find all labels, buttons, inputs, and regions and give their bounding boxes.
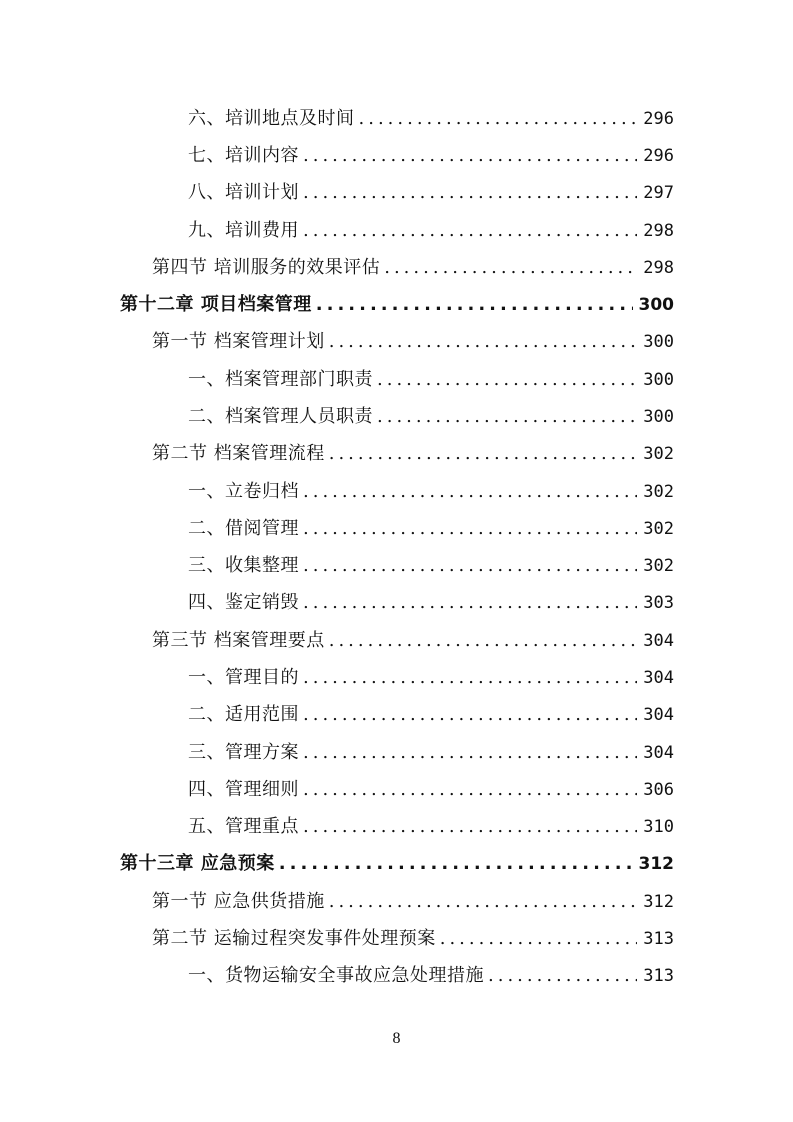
dot-leader bbox=[303, 551, 637, 581]
toc-section-entry[interactable] bbox=[152, 253, 674, 283]
toc-chapter-entry[interactable] bbox=[120, 290, 674, 320]
toc-entry-title: 第四节 培训服务的效果评估 bbox=[152, 257, 381, 278]
toc-entry[interactable] bbox=[188, 216, 674, 246]
dot-leader bbox=[329, 887, 638, 917]
toc-entry[interactable] bbox=[188, 700, 674, 730]
toc-entry-title: 六、培训地点及时间 bbox=[188, 108, 355, 129]
dot-leader bbox=[359, 104, 638, 134]
dot-leader bbox=[384, 253, 637, 283]
toc-entry[interactable] bbox=[188, 812, 674, 842]
toc-entry-title: 一、货物运输安全事故应急处理措施 bbox=[188, 965, 484, 986]
toc-entry-title: 二、借阅管理 bbox=[188, 518, 299, 539]
dot-leader bbox=[329, 327, 638, 357]
toc-entry-page: 300 bbox=[643, 407, 674, 427]
toc-entry-title: 第十三章 应急预案 bbox=[120, 853, 275, 874]
toc-entry-page: 304 bbox=[643, 705, 674, 725]
toc-entry[interactable] bbox=[188, 961, 674, 991]
toc-entry-title: 四、鉴定销毁 bbox=[188, 592, 299, 613]
toc-entry-title: 二、适用范围 bbox=[188, 704, 299, 725]
toc-entry-page: 297 bbox=[643, 183, 674, 203]
toc-entry[interactable] bbox=[188, 178, 674, 208]
dot-leader bbox=[303, 588, 637, 618]
toc-entry[interactable] bbox=[188, 402, 674, 432]
toc-entry[interactable] bbox=[188, 588, 674, 618]
toc-entry-title: 二、档案管理人员职责 bbox=[188, 406, 373, 427]
toc-entry[interactable] bbox=[188, 141, 674, 171]
toc-section-entry[interactable] bbox=[152, 924, 674, 954]
dot-leader bbox=[303, 178, 637, 208]
toc-entry-page: 310 bbox=[643, 817, 674, 837]
toc-entry[interactable] bbox=[188, 551, 674, 581]
toc-section-entry[interactable] bbox=[152, 887, 674, 917]
dot-leader bbox=[316, 290, 633, 320]
toc-entry-page: 312 bbox=[643, 892, 674, 912]
toc-entry-title: 第三节 档案管理要点 bbox=[152, 630, 325, 651]
toc-entry[interactable] bbox=[188, 738, 674, 768]
toc-entry-title: 一、立卷归档 bbox=[188, 481, 299, 502]
toc-entry-page: 303 bbox=[643, 593, 674, 613]
toc-entry-page: 302 bbox=[643, 519, 674, 539]
toc-entry-page: 313 bbox=[643, 929, 674, 949]
toc-entry-page: 298 bbox=[643, 258, 674, 278]
toc-entry[interactable] bbox=[188, 663, 674, 693]
toc-entry[interactable] bbox=[188, 775, 674, 805]
toc-section-entry[interactable] bbox=[152, 439, 674, 469]
page-number: 8 bbox=[392, 1030, 401, 1047]
dot-leader bbox=[303, 738, 637, 768]
toc-entry-title: 三、收集整理 bbox=[188, 555, 299, 576]
toc-entry-title: 一、管理目的 bbox=[188, 667, 299, 688]
dot-leader bbox=[303, 812, 637, 842]
toc-section-entry[interactable] bbox=[152, 327, 674, 357]
toc-entry-title: 第一节 档案管理计划 bbox=[152, 331, 325, 352]
toc-entry[interactable] bbox=[188, 477, 674, 507]
toc-entry-page: 304 bbox=[643, 743, 674, 763]
dot-leader bbox=[303, 514, 637, 544]
toc-entry-page: 300 bbox=[643, 370, 674, 390]
dot-leader bbox=[440, 924, 638, 954]
toc-entry-page: 304 bbox=[643, 668, 674, 688]
toc-entry-title: 九、培训费用 bbox=[188, 220, 299, 241]
toc-entry[interactable] bbox=[188, 104, 674, 134]
dot-leader bbox=[279, 849, 633, 879]
dot-leader bbox=[303, 477, 637, 507]
toc-entry-page: 302 bbox=[643, 556, 674, 576]
toc-entry-title: 四、管理细则 bbox=[188, 779, 299, 800]
dot-leader bbox=[303, 216, 637, 246]
toc-entry-title: 第二节 档案管理流程 bbox=[152, 443, 325, 464]
toc-entry-page: 302 bbox=[643, 482, 674, 502]
dot-leader bbox=[303, 775, 637, 805]
toc-entry-title: 第一节 应急供货措施 bbox=[152, 891, 325, 912]
toc-entry-title: 七、培训内容 bbox=[188, 145, 299, 166]
dot-leader bbox=[329, 439, 638, 469]
toc-entry-page: 296 bbox=[643, 146, 674, 166]
toc-entry-page: 306 bbox=[643, 780, 674, 800]
dot-leader bbox=[488, 961, 637, 991]
toc-chapter-entry[interactable] bbox=[120, 849, 674, 879]
dot-leader bbox=[377, 365, 637, 395]
toc-entry-title: 第十二章 项目档案管理 bbox=[120, 294, 312, 315]
toc-entry-title: 第二节 运输过程突发事件处理预案 bbox=[152, 928, 436, 949]
toc-entry-title: 三、管理方案 bbox=[188, 742, 299, 763]
toc-entry-page: 313 bbox=[643, 966, 674, 986]
dot-leader bbox=[303, 663, 637, 693]
toc-section-entry[interactable] bbox=[152, 626, 674, 656]
toc-entry-title: 八、培训计划 bbox=[188, 182, 299, 203]
dot-leader bbox=[303, 700, 637, 730]
toc-entry-title: 五、管理重点 bbox=[188, 816, 299, 837]
toc-entry-page: 300 bbox=[638, 295, 674, 315]
toc-entry[interactable] bbox=[188, 514, 674, 544]
dot-leader bbox=[377, 402, 637, 432]
toc-entry-page: 300 bbox=[643, 332, 674, 352]
toc-entry-page: 296 bbox=[643, 109, 674, 129]
toc-entry[interactable] bbox=[188, 365, 674, 395]
toc-entry-page: 304 bbox=[643, 631, 674, 651]
dot-leader bbox=[329, 626, 638, 656]
dot-leader bbox=[303, 141, 637, 171]
toc-entry-title: 一、档案管理部门职责 bbox=[188, 369, 373, 390]
toc-entry-page: 298 bbox=[643, 221, 674, 241]
toc-entry-page: 302 bbox=[643, 444, 674, 464]
toc-entry-page: 312 bbox=[638, 854, 674, 874]
